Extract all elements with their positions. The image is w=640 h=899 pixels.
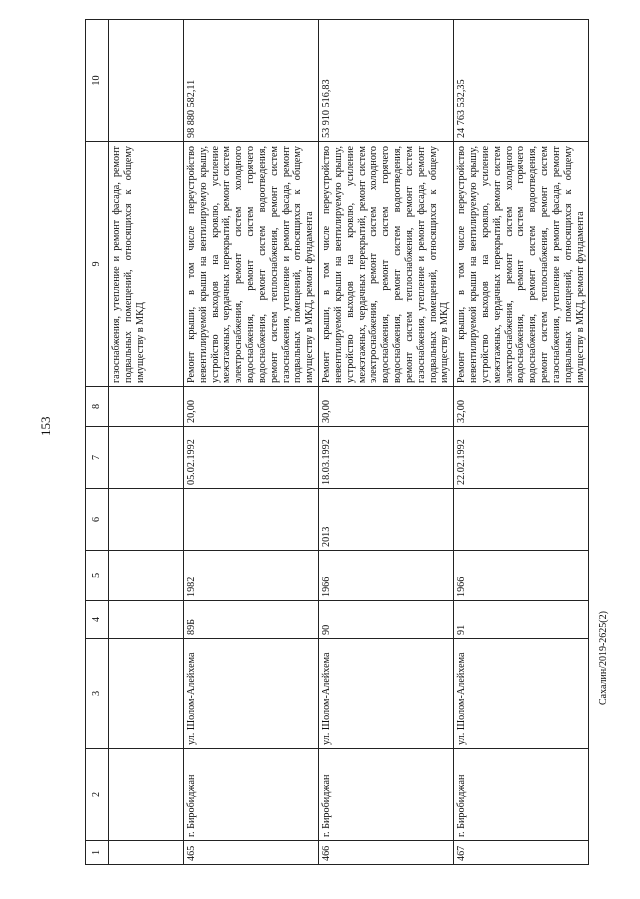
- page-number: 153: [38, 416, 53, 436]
- column-header: 2: [86, 749, 109, 841]
- wear-percent: 30,00: [319, 387, 454, 427]
- year-built: 1966: [319, 551, 454, 601]
- column-6-value: [184, 489, 319, 551]
- work-description: Ремонт крыши, в том числе переустройство невентилируемой крыши на вентилируемую крышу, устройство выходов на кровлю, усиление межэтажных, чердачных перекрытий, ремонт систем электроснабжения, ремонт систем холодного водоснабжения, ремонт систем горячего водоснабжения, ремонт систем водоотведения, ремонт систем теплоснабжения, ремонт систем газоснабжения, утепление и ремонт фасада, ремонт подвальных помещений, относящихся к общему имуществу в МКД, ремонт фундамента: [184, 142, 319, 387]
- street: ул. Шолом-Алейхема: [184, 639, 319, 749]
- work-description: Ремонт крыши, в том числе переустройство невентилируемой крыши на вентилируемую крышу, устройство выходов на кровлю, усиление межэтажных, чердачных перекрытий, ремонт систем электроснабжения, ремонт систем холодного водоснабжения, ремонт систем горячего водоснабжения, ремонт систем водоотведения, ремонт систем теплоснабжения, ремонт систем газоснабжения, утепление и ремонт фасада, ремонт подвальных помещений, относящихся к общему имуществу в МКД: [319, 142, 454, 387]
- continuation-row: [109, 20, 184, 865]
- column-header: 10: [86, 20, 109, 142]
- column-header: 6: [86, 489, 109, 551]
- document-code: Сахалин/2019-2625(2): [598, 611, 609, 705]
- column-header: 5: [86, 551, 109, 601]
- house-number: 91: [454, 601, 589, 639]
- cost: 98 880 582,11: [184, 20, 319, 142]
- date: 18.03.1992: [319, 427, 454, 489]
- date: 05.02.1992: [184, 427, 319, 489]
- city: г. Биробиджан: [319, 749, 454, 841]
- rotated-table-container: [85, 20, 586, 865]
- wear-percent: 20,00: [184, 387, 319, 427]
- column-header: 7: [86, 427, 109, 489]
- column-6-value: [454, 489, 589, 551]
- row-number: 465: [184, 841, 319, 865]
- repair-schedule-table: [85, 19, 589, 865]
- table-row: [319, 20, 454, 865]
- table-row: [454, 20, 589, 865]
- work-description: газоснабжения, утепление и ремонт фасада, ремонт подвальных помещений, относящихся к общему имуществу в МКД: [109, 142, 184, 387]
- row-number: 466: [319, 841, 454, 865]
- column-header: 4: [86, 601, 109, 639]
- year-built: 1982: [184, 551, 319, 601]
- table-row: [184, 20, 319, 865]
- city: г. Биробиджан: [454, 749, 589, 841]
- column-header: 1: [86, 841, 109, 865]
- column-number-row: [86, 20, 109, 865]
- row-number: 467: [454, 841, 589, 865]
- column-header: 9: [86, 142, 109, 387]
- street: ул. Шолом-Алейхема: [454, 639, 589, 749]
- city: г. Биробиджан: [184, 749, 319, 841]
- house-number: 89Б: [184, 601, 319, 639]
- date: 22.02.1992: [454, 427, 589, 489]
- column-header: 8: [86, 387, 109, 427]
- column-header: 3: [86, 639, 109, 749]
- wear-percent: 32,00: [454, 387, 589, 427]
- street: ул. Шолом-Алейхема: [319, 639, 454, 749]
- cost: 24 763 532,35: [454, 20, 589, 142]
- cost: 53 910 516,83: [319, 20, 454, 142]
- year-built: 1966: [454, 551, 589, 601]
- column-6-value: 2013: [319, 489, 454, 551]
- house-number: 90: [319, 601, 454, 639]
- work-description: Ремонт крыши, в том числе переустройство невентилируемой крыши на вентилируемую крышу, устройство выходов на кровлю, усиление межэтажных, чердачных перекрытий, ремонт систем электроснабжения, ремонт систем холодного водоснабжения, ремонт систем горячего водоснабжения, ремонт систем водоотведения, ремонт систем теплоснабжения, ремонт систем газоснабжения, утепление и ремонт фасада, ремонт подвальных помещений, относящихся к общему имуществу в МКД, ремонт фундамента: [454, 142, 589, 387]
